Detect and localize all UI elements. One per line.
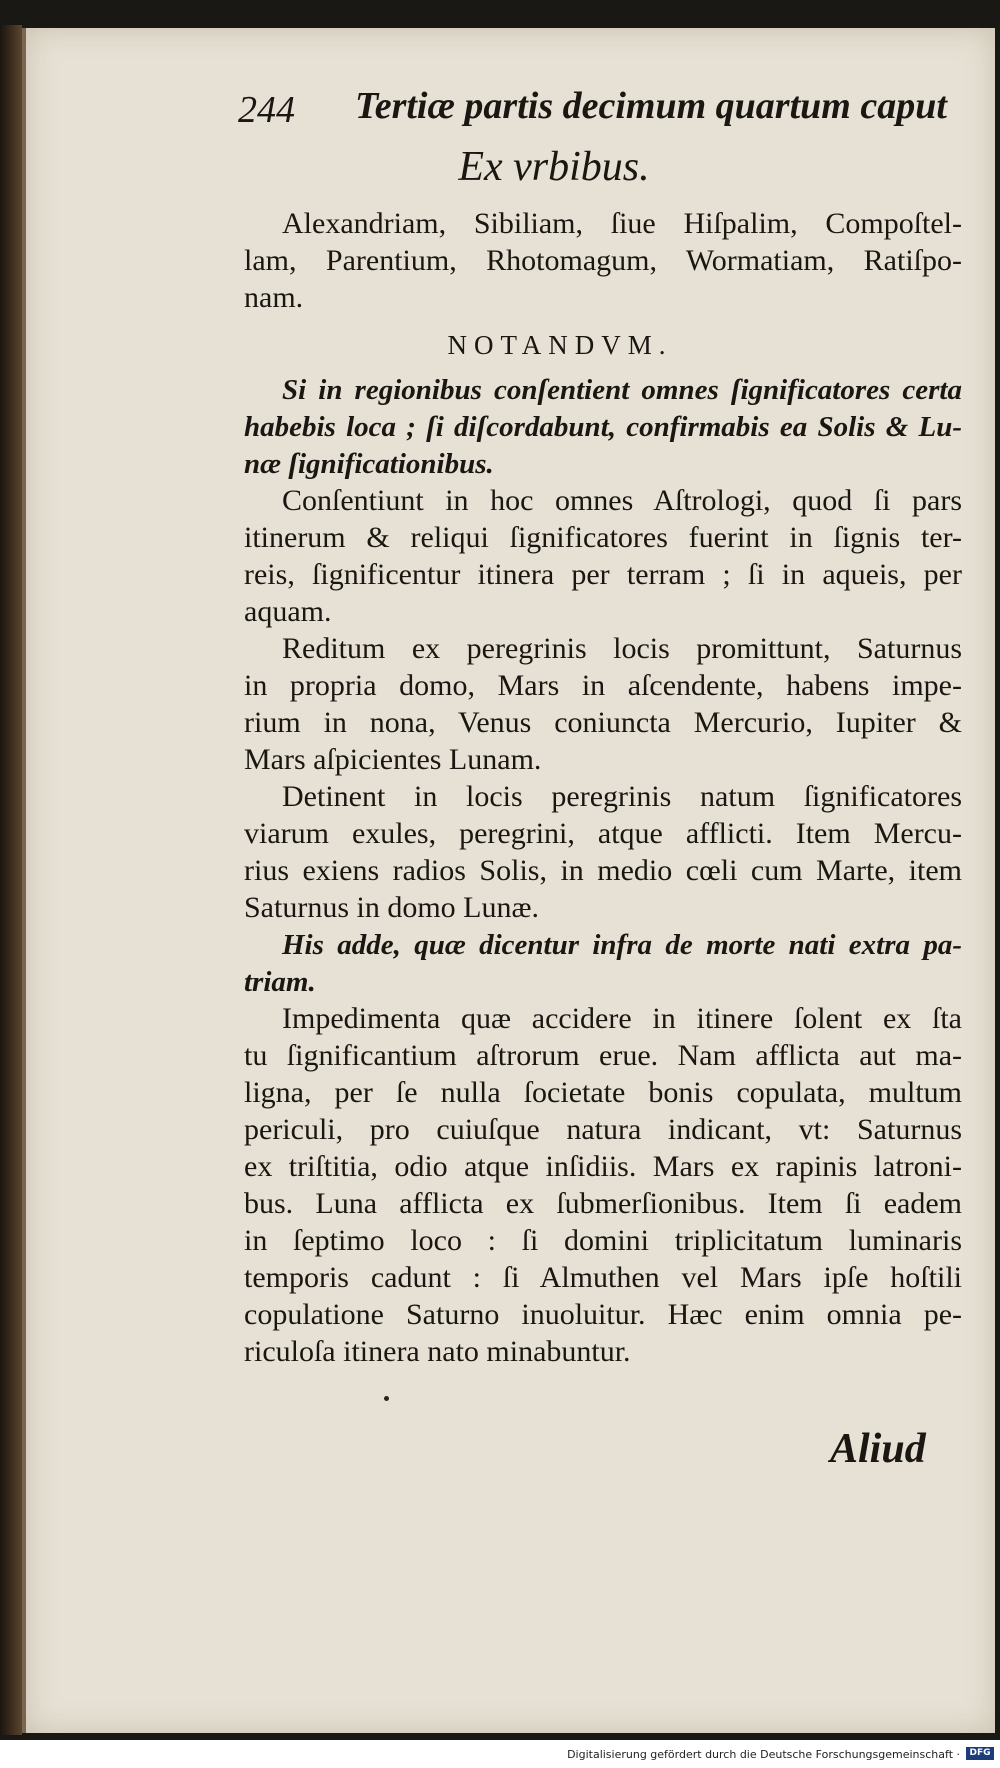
text-line: Reditum ex peregrinis locis promittunt, Saturnus [282,632,962,665]
section-heading: Ex vrbibus. [458,144,650,190]
text-line: temporis cadunt : ſi Almuthen vel Mars ipſe hoſtili [244,1261,962,1294]
text-line: reis, ſignificentur itinera per terram ; ſi in aqueis, per [244,558,962,591]
text-line: riculoſa itinera nato minabuntur. [244,1335,631,1368]
text-line: rium in nona, Venus coniuncta Mercurio, Iupiter & [244,706,962,739]
text-line: triam. [244,966,316,998]
ink-speck [384,1396,389,1401]
text-line: rius exiens radios Solis, in medio cœli cum Marte, item [244,854,962,887]
text-line: Conſentiunt in hoc omnes Aſtrologi, quod ſi pars [282,484,962,517]
text-line: habebis loca ; ſi diſcordabunt, confirmabis ea Solis & Lu- [244,411,962,443]
footer-credit: Digitalisierung gefördert durch die Deutsche Forschungsgemeinschaft · [567,1748,960,1761]
text-line: periculi, pro cuiuſque natura indicant, vt: Saturnus [244,1113,962,1146]
text-line: lam, Parentium, Rhotomagum, Wormatiam, Ratiſpo- [244,244,962,277]
text-line: Impedimenta quæ accidere in itinere ſolent ex ſta [282,1002,962,1035]
text-line: Saturnus in domo Lunæ. [244,891,540,924]
text-line: His adde, quæ dicentur infra de morte nati extra pa- [282,929,962,961]
text-line: Alexandriam, Sibiliam, ſiue Hiſpalim, Compoſtel- [282,207,962,240]
text-line: in propria domo, Mars in aſcendente, habens impe- [244,669,962,702]
text-line: ex triſtitia, odio atque inſidiis. Mars ex rapinis latroni- [244,1150,962,1183]
text-line: næ ſignificationibus. [244,448,494,480]
text-line: Si in regionibus conſentient omnes ſignificatores certa [282,374,962,406]
text-line: bus. Luna afflicta ex ſubmerſionibus. Item ſi eadem [244,1187,962,1220]
dfg-logo: DFG [966,1747,994,1760]
text-line: Detinent in locis peregrinis natum ſignificatores [282,780,962,813]
text-line: nam. [244,281,304,314]
running-head: Tertiæ partis decimum quartum caput [355,85,947,127]
text-line: ligna, per ſe nulla ſocietate bonis copulata, multum [244,1076,962,1109]
text-line: tu ſignificantium aſtrorum erue. Nam afflicta aut ma- [244,1039,962,1072]
notandum-heading: NOTANDVM. [447,330,673,360]
text-line: itinerum & reliqui ſignificatores fuerint in ſignis ter- [244,521,962,554]
page-number: 244 [238,89,295,131]
text-line: in ſeptimo loco : ſi domini triplicitatum luminaris [244,1224,962,1257]
text-line: aquam. [244,595,332,628]
text-line: viarum exules, peregrini, atque afflicti. Item Mercu- [244,817,962,850]
text-line: Mars aſpicientes Lunam. [244,743,542,776]
text-line: copulatione Saturno inuoluitur. Hæc enim omnia pe- [244,1298,962,1331]
book-binding [0,25,22,1735]
catchword: Aliud [830,1426,926,1472]
